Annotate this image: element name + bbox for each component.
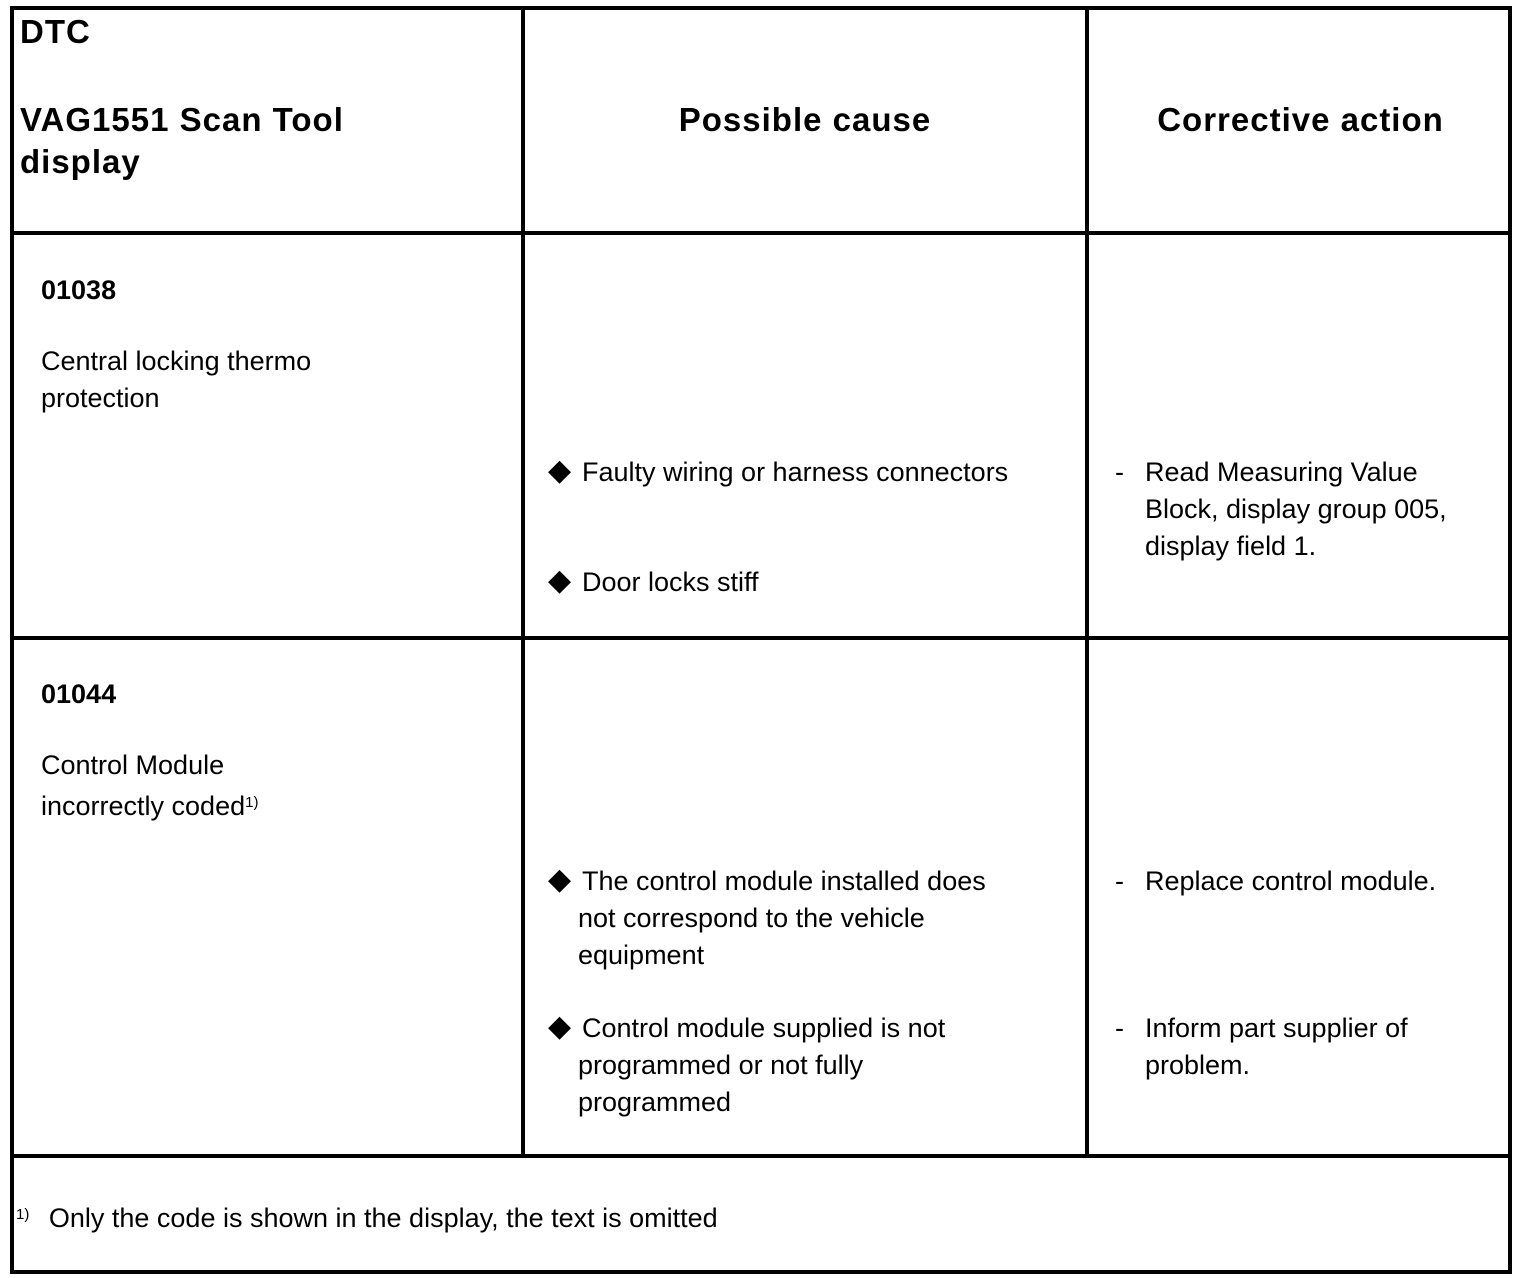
action-item: - Replace control module. [1115,863,1436,900]
diamond-bullet-icon: ◆ [548,1010,572,1043]
dtc-description-line: protection [41,383,160,413]
footnote-mark: 1) [16,1206,30,1223]
column-divider-2 [1085,6,1089,1156]
footnote-divider [10,1154,1512,1158]
header-dtc-line3: display [20,143,141,180]
action-item: - Read Measuring Value Block, display group 005, display field 1. [1115,454,1447,565]
diamond-bullet-icon: ◆ [548,454,572,487]
dtc-code: 01044 [41,679,117,709]
diamond-bullet-icon: ◆ [548,564,572,597]
cause-item: ◆ Door locks stiff [548,564,759,597]
header-divider [10,231,1512,235]
dtc-01038 [41,272,311,417]
dtc-code: 01038 [41,275,117,305]
header-dtc-line1: DTC [20,13,91,50]
cause-item: ◆ Control module supplied is not programmed or not fully programmed [548,1010,946,1117]
dtc-description-line: incorrectly coded$^{1)}$ [41,791,259,821]
footnote [16,1200,718,1237]
header-dtc [20,10,344,184]
dash-marker: - [1115,866,1124,896]
diamond-bullet-icon: ◆ [548,863,572,896]
dtc-description-line: Central locking thermo [41,346,312,376]
footnote-reference: 1) [245,794,259,811]
footnote-text: Only the code is shown in the display, the text is omitted [48,1203,718,1233]
dtc-01044 [41,676,258,825]
cause-item: ◆ Faulty wiring or harness connectors [548,454,1009,487]
header-possible-cause: Possible cause [678,101,932,138]
dash-marker: - [1115,1013,1124,1043]
row-divider [10,636,1512,640]
column-divider-1 [521,6,525,1156]
dtc-description-line: Control Module [41,750,225,780]
cause-item: ◆ The control module installed does not correspond to the vehicle equipment [548,863,986,970]
dash-marker: - [1115,457,1124,487]
action-item: - Inform part supplier of problem. [1115,1010,1408,1084]
header-dtc-line2: VAG1551 Scan Tool [20,101,344,138]
header-corrective-action: Corrective action [1157,101,1444,138]
